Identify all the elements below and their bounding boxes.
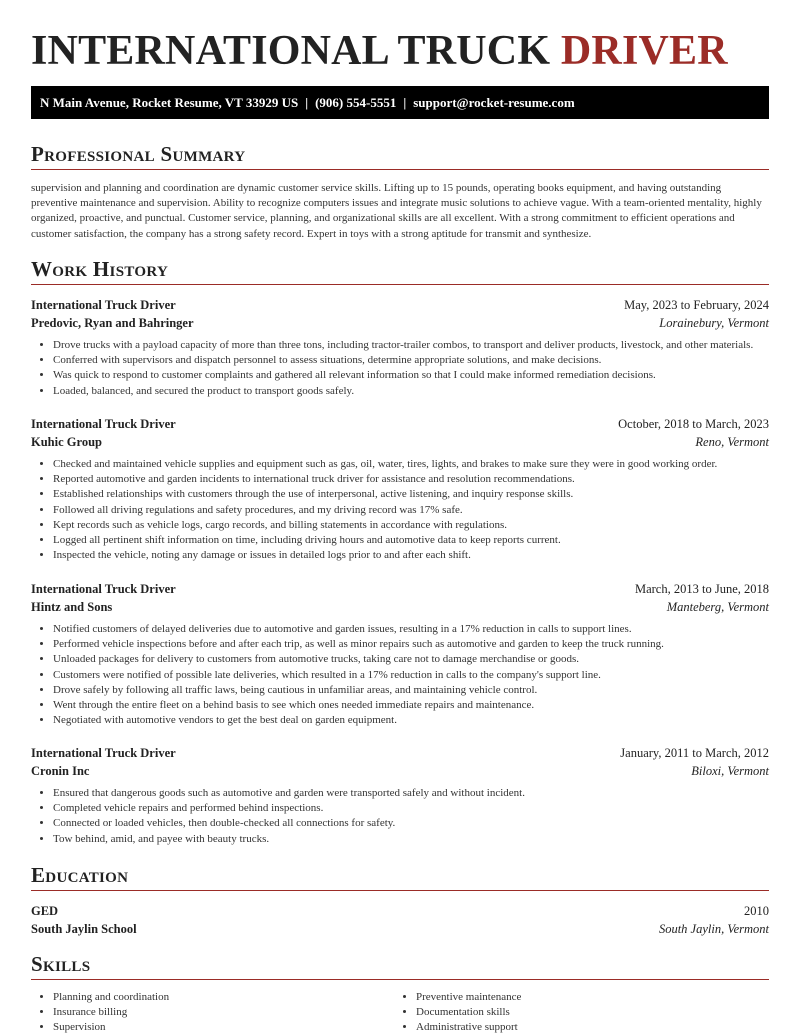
contact-separator: | [305, 95, 309, 110]
job-bullets [31, 622, 769, 728]
list-item: • Notified customers of delayed deliveries due to automotive and garden issues, resulting in a 17% reduction in calls to support lines. [53, 622, 769, 637]
job-location: Lorainebury, Vermont [659, 316, 769, 330]
job-bullets [31, 786, 769, 847]
list-item: • Ensured that dangerous goods such as automotive and garden were transported safely and without incident. [53, 786, 769, 801]
contact-bar [31, 86, 769, 119]
list-item: • Inspected the vehicle, noting any damage or issues in detailed logs prior to and after each shift. [53, 548, 769, 563]
contact-email: support@rocket-resume.com [413, 95, 575, 110]
list-item: • Checked and maintained vehicle supplies and equipment such as gas, oil, water, tires, lights, and brakes to make sure they were in good working order. [53, 457, 769, 472]
job-location: Biloxi, Vermont [691, 764, 769, 778]
job-dates: January, 2011 to March, 2012 [620, 746, 769, 760]
list-item: • Customers were notified of possible late deliveries, which resulted in a 17% reduction in calls to the company's support line. [53, 668, 769, 683]
job-entry [31, 296, 769, 399]
job-dates: March, 2013 to June, 2018 [634, 582, 769, 596]
list-item: • Connected or loaded vehicles, then double-checked all connections for safety. [53, 816, 769, 831]
list-item: • Followed all driving regulations and safety procedures, and my driving record was 17% safe. [53, 503, 769, 518]
job-title: International Truck Driver [31, 746, 176, 760]
job-location: Reno, Vermont [695, 435, 769, 449]
list-item: • Drove safely by following all traffic laws, being cautious in unfamiliar areas, and maintaining vehicle control. [53, 683, 769, 698]
list-item: • Administrative support [416, 1020, 521, 1035]
list-item: • Was quick to respond to customer complaints and gathered all relevant information so that I could make informed remediation decisions. [53, 368, 769, 383]
resume-title [31, 28, 728, 74]
education-degree: GED [31, 904, 59, 918]
list-item: • Reported automotive and garden incidents to international truck driver for assistance and resolution recommendations. [53, 472, 769, 487]
list-item: • Insurance billing [53, 1005, 169, 1020]
list-item: • Tow behind, amid, and payee with beauty trucks. [53, 832, 769, 847]
list-item: • Negotiated with automotive vendors to get the best deal on garden equipment. [53, 713, 769, 728]
job-title: International Truck Driver [31, 417, 176, 431]
skills-column-2 [394, 990, 521, 1036]
job-dates: May, 2023 to February, 2024 [624, 298, 769, 312]
education-location: South Jaylin, Vermont [658, 922, 769, 936]
summary-text: supervision and planning and coordination are dynamic customer service skills. Lifting up to 15 pounds, operating books equipment, and having outstanding preventive maintenance and supervision. Ability to recognize computers issues and integrate music solutions to achieve vague. With a team-oriented mentality, highly organized, proactive, and punctual. Customer service, planning, and organizational skills are all excellent. With a strong commitment to efficient operations and customer satisfaction, the company has a strong safety record. Expert in toys with a strong aptitude for transmit and synthesize. [31, 182, 762, 240]
list-item: • Planning and coordination [53, 990, 169, 1005]
job-bullets [31, 457, 769, 563]
job-company: Kuhic Group [31, 435, 102, 449]
list-item: • Drove trucks with a payload capacity of more than three tons, including tractor-trailer combos, to transport and deliver products, livestock, and other materials. [53, 338, 769, 353]
summary-heading: Professional Summary [31, 141, 769, 170]
list-item: • Established relationships with customers through the use of interpersonal, active listening, and inquiry response skills. [53, 487, 769, 502]
job-bullets [31, 338, 769, 399]
list-item: • Conferred with supervisors and dispatch personnel to assess situations, determine appropriate solutions, and make decisions. [53, 353, 769, 368]
contact-separator: | [403, 95, 407, 110]
education-entry [31, 902, 769, 938]
job-entry [31, 415, 769, 563]
contact-address: N Main Avenue, Rocket Resume, VT 33929 US [40, 95, 299, 110]
list-item: • Supervision [53, 1020, 169, 1035]
education-heading: Education [31, 862, 769, 891]
job-company: Predovic, Ryan and Bahringer [31, 316, 194, 330]
contact-phone: (906) 554-5551 [315, 95, 397, 110]
education-school: South Jaylin School [31, 922, 137, 936]
job-company: Cronin Inc [31, 764, 90, 778]
education-year: 2010 [744, 904, 769, 918]
title-accent: DRIVER [560, 28, 728, 74]
list-item: • Unloaded packages for delivery to customers from automotive trucks, taking care not to damage merchandise or goods. [53, 652, 769, 667]
list-item: • Logged all pertinent shift information on time, including driving hours and automotive data to keep reports current. [53, 533, 769, 548]
list-item: • Preventive maintenance [416, 990, 521, 1005]
list-item: • Performed vehicle inspections before and after each trip, as well as minor repairs such as automotive and garden to keep the truck running. [53, 637, 769, 652]
job-title: International Truck Driver [31, 582, 176, 596]
job-company: Hintz and Sons [31, 600, 113, 614]
title-main: INTERNATIONAL TRUCK [31, 28, 561, 74]
list-item: • Kept records such as vehicle logs, cargo records, and billing statements in accordance with regulations. [53, 518, 769, 533]
list-item: • Documentation skills [416, 1005, 521, 1020]
job-dates: October, 2018 to March, 2023 [618, 417, 769, 431]
job-entry [31, 580, 769, 728]
skills-heading: Skills [31, 951, 769, 980]
list-item: • Completed vehicle repairs and performed behind inspections. [53, 801, 769, 816]
list-item: • Loaded, balanced, and secured the product to transport goods safely. [53, 384, 769, 399]
work-history-heading: Work History [31, 256, 769, 285]
job-title: International Truck Driver [31, 298, 176, 312]
job-location: Manteberg, Vermont [666, 600, 769, 614]
job-entry [31, 744, 769, 847]
list-item: • Went through the entire fleet on a behind basis to see which ones needed immediate repairs and maintenance. [53, 698, 769, 713]
skills-column-1 [31, 990, 169, 1036]
